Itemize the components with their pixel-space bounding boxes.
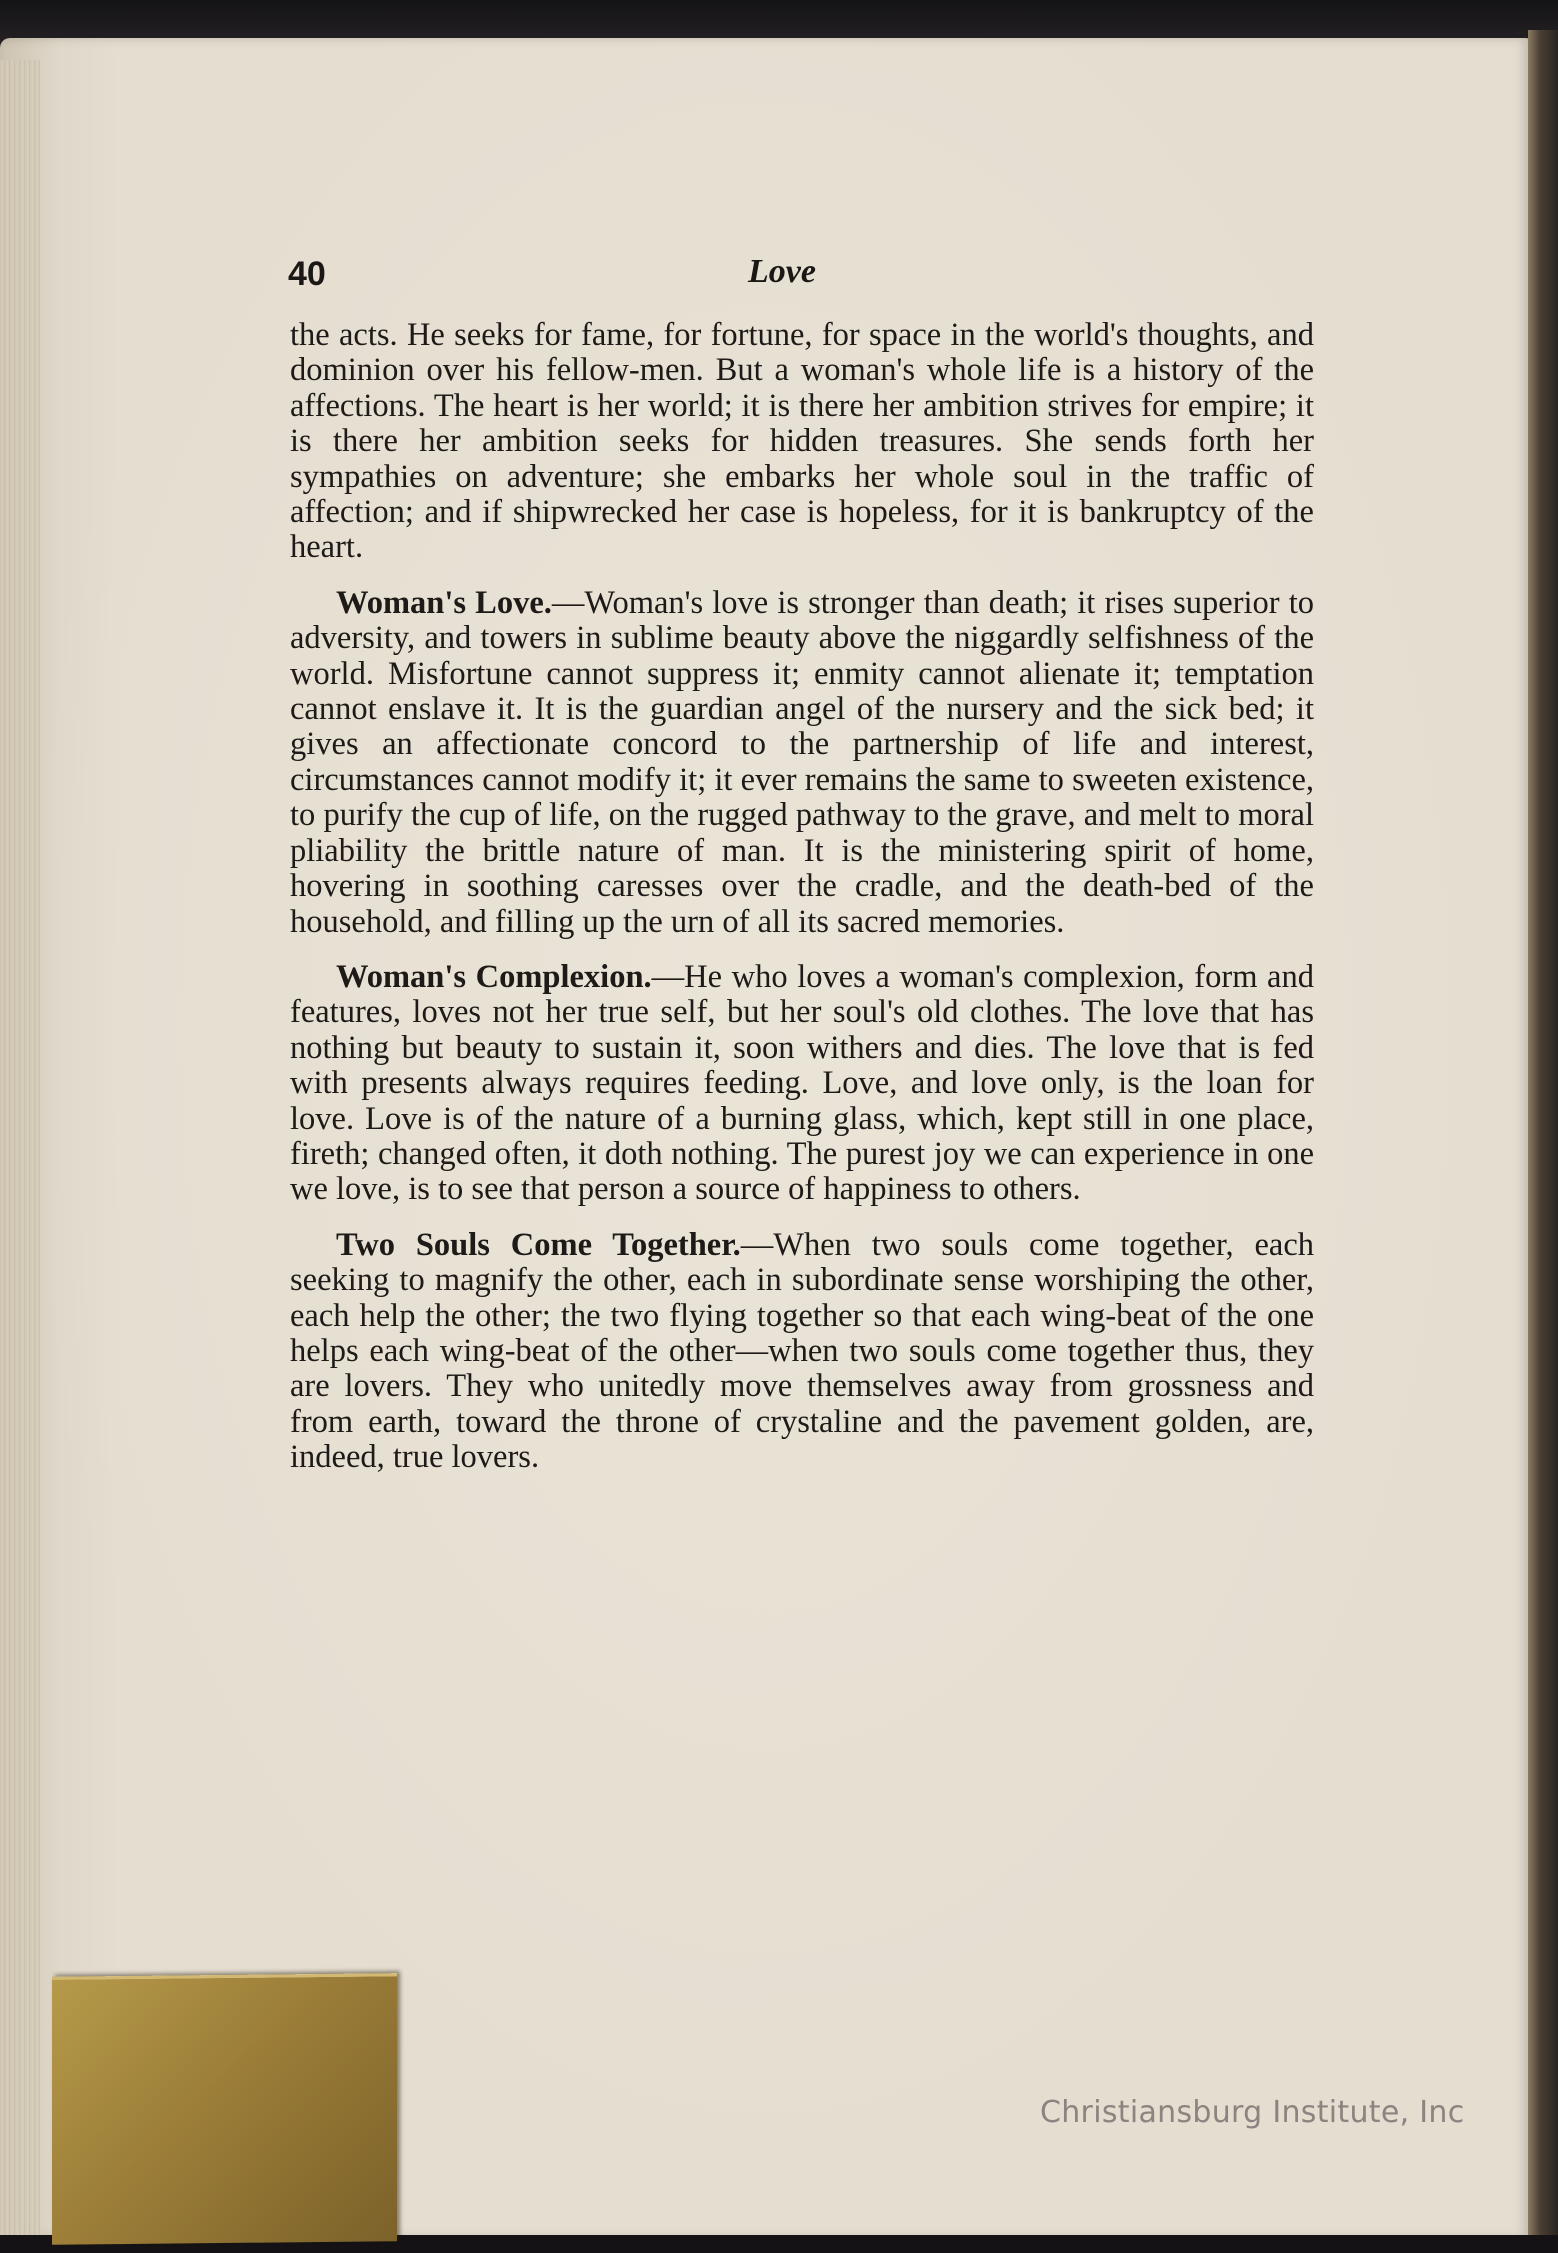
paragraph-womans-love: [290, 586, 1314, 940]
section-heading: Woman's Love.: [336, 584, 552, 621]
gold-label-sticker: [52, 1973, 397, 2245]
paragraph-text: —When two souls come together, each seeking to magnify the other, each in subordinate sense worshiping the other, each help the other; the two flying together so that each wing-beat of the one helps each wing-beat of the other—when two souls come together thus, they are lovers. They who unitedly move themselves away from grossness and from earth, toward the throne of crystaline and the pavement golden, are, indeed, true lovers.: [290, 1226, 1314, 1476]
paragraph-two-souls: [290, 1228, 1314, 1476]
page-number: 40: [288, 255, 326, 293]
paragraph-text: —Woman's love is stronger than death; it rises superior to adversity, and towers in sublime beauty above the niggardly selfishness of the world. Misfortune cannot suppress it; enmity cannot alienate it; temptation cannot enslave it. It is the guardian angel of the nursery and the sick bed; it gives an affectionate concord to the partnership of life and interest, circumstances cannot modify it; it ever remains the same to sweeten existence, to purify the cup of life, on the rugged pathway to the grave, and melt to moral pliability the brittle nature of man. It is the ministering spirit of home, hovering in soothing caresses over the cradle, and the death-bed of the household, and filling up the urn of all its sacred memories.: [290, 584, 1315, 940]
watermark: Christiansburg Institute, Inc: [1040, 2095, 1465, 2130]
paragraph-womans-complexion: [290, 960, 1314, 1208]
page-body: [290, 318, 1314, 1496]
paragraph-text: the acts. He seeks for fame, for fortune, for space in the world's thoughts, and dominion over his fellow-men. But a woman's whole life is a history of the affections. The heart is her world; it is there her ambition strives for empire; it is there her ambition seeks for hidden treasures. She sends forth her sympathies on adventure; she embarks her whole soul in the traffic of affection; and if shipwrecked her case is hopeless, for it is bankruptcy of the heart.: [290, 317, 1314, 566]
book-binding: [1528, 30, 1558, 2253]
paragraph-text: —He who loves a woman's complexion, form and features, loves not her true self, but her soul's old clothes. The love that has nothing but beauty to sustain it, soon withers and dies. The love that is fed with presents always requires feeding. Love, and love only, is the loan for love. Love is of the nature of a burning glass, which, kept still in one place, fireth; changed often, it doth nothing. The purest joy we can experience in one we love, is to see that person a source of happiness to others.: [290, 958, 1314, 1208]
page-stack-edge: [0, 60, 40, 2240]
running-title: Love: [748, 253, 816, 290]
section-heading: Two Souls Come Together.: [336, 1226, 741, 1263]
paragraph-continuation: [290, 318, 1314, 566]
section-heading: Woman's Complexion.: [336, 958, 652, 995]
